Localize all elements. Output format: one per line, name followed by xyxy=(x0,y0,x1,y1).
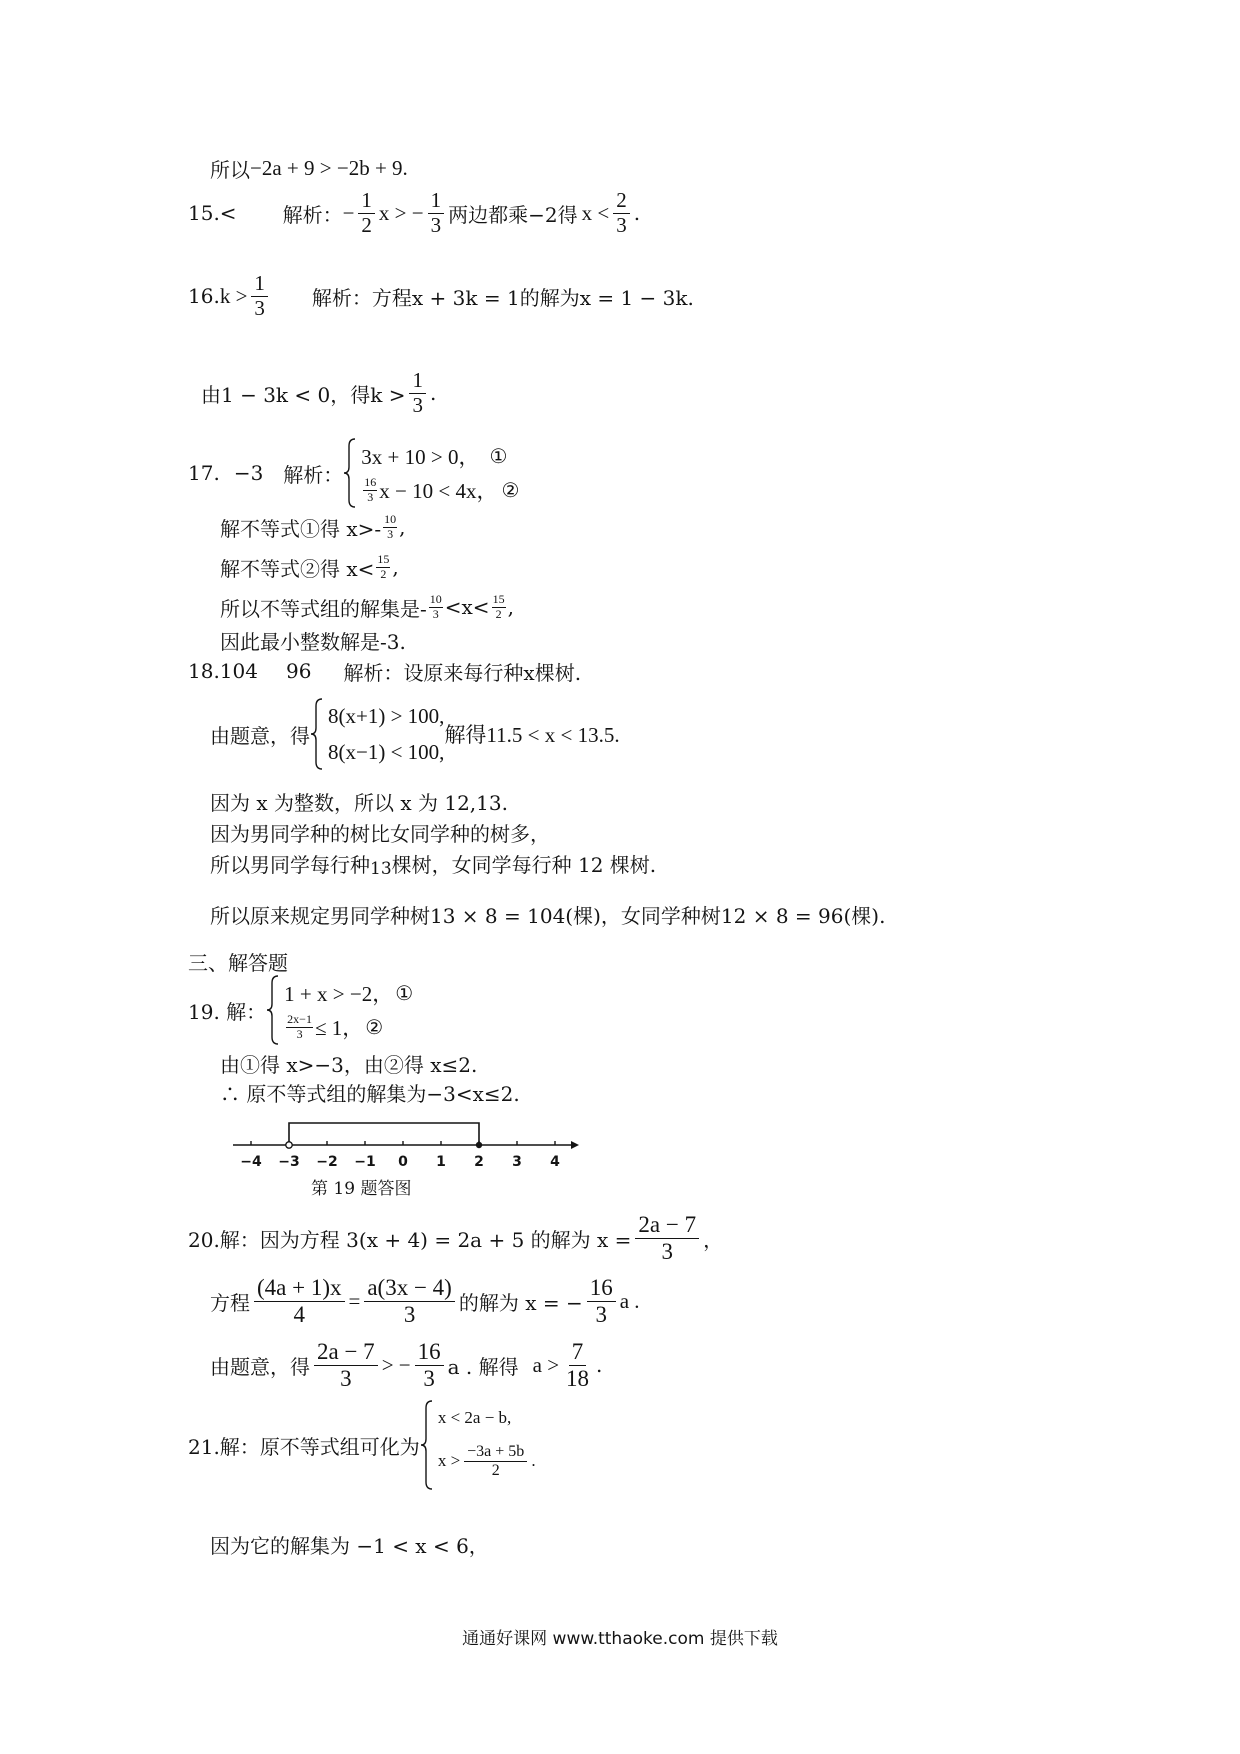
q20-line-2-fraction-1 xyxy=(254,1275,345,1328)
q16-fraction-2 xyxy=(409,369,426,417)
q15-end: . xyxy=(633,201,641,225)
q20-line-1-fraction-num: 2a − 7 xyxy=(635,1212,699,1239)
left-brace-icon xyxy=(343,438,357,508)
q18-system-row-2 xyxy=(328,734,444,770)
left-brace-icon xyxy=(310,698,324,770)
q18-label: 解析： xyxy=(343,660,404,685)
q20-line-2-mid: 的解为 x = − xyxy=(458,1290,583,1315)
q19-step-2-text: ∴ 原不等式组的解集为−3<x≤2. xyxy=(220,1081,520,1106)
q20-line-3 xyxy=(210,1330,602,1400)
tick-label: 0 xyxy=(398,1154,408,1170)
q17-step-1-fraction-den: 3 xyxy=(387,526,394,541)
q21-system-rows xyxy=(438,1402,536,1488)
tick-label: −3 xyxy=(278,1154,300,1170)
q19-number: 19. 解： xyxy=(188,999,267,1024)
q21-row-2-fraction-num: −3a + 5b xyxy=(464,1443,527,1462)
q16-label: 解析： xyxy=(311,285,372,310)
q15-fraction-2-num: 1 xyxy=(428,189,445,214)
q16-number: 16. xyxy=(188,284,220,308)
q15-line xyxy=(188,183,640,243)
q17-step-2-fraction xyxy=(376,553,390,581)
q19-inequality-system xyxy=(266,975,413,1045)
q19-system-row-2 xyxy=(284,1010,413,1044)
left-brace-icon xyxy=(420,1400,434,1490)
tick-label: −1 xyxy=(354,1154,376,1170)
tick-label: −2 xyxy=(316,1154,338,1170)
q20-line-3-fraction-1-den: 3 xyxy=(340,1365,352,1391)
q17-row-2-fraction-num: 16 xyxy=(364,475,377,490)
q17-step-3-fraction-2-num: 15 xyxy=(492,592,505,607)
q17-step-1-post: , xyxy=(399,515,406,539)
q15-lt: x < xyxy=(581,200,610,225)
q17-step-4-text: 因此最小整数解是-3. xyxy=(220,629,406,654)
q15-neg: − xyxy=(342,200,355,225)
q21-inequality-system xyxy=(420,1400,536,1490)
q17-step-3-mid: <x< xyxy=(444,595,490,619)
q17-step-3-fraction-2-den: 2 xyxy=(495,606,502,621)
q20-line-2-fraction-3-den: 3 xyxy=(595,1301,607,1327)
q15-label: 解析： xyxy=(282,202,343,227)
number-line-marks xyxy=(240,1123,560,1170)
left-brace-icon xyxy=(266,975,280,1045)
q20-line-3-fraction-2 xyxy=(415,1339,444,1392)
prev-conclusion-text: 所以 xyxy=(210,157,250,182)
q16-fraction-2-den: 3 xyxy=(412,392,423,417)
q21-row-2-pre: x > xyxy=(437,1451,461,1470)
q17-system-rows xyxy=(361,439,519,507)
q18-intro: 设原来每行种x棵树. xyxy=(403,660,582,685)
q17-step-1-pre: 解不等式①得 x>- xyxy=(220,516,382,541)
q15-fraction-1-num: 1 xyxy=(358,189,375,214)
q20-line-2-fraction-1-num: (4a + 1)x xyxy=(254,1275,345,1302)
q16-answer: k > xyxy=(219,283,248,308)
page-footer xyxy=(0,1622,1240,1650)
q20-line-3-fraction-1-num: 2a − 7 xyxy=(314,1339,378,1366)
q15-mid: x > − xyxy=(378,200,424,225)
q17-step-2 xyxy=(220,547,399,587)
q19-step-1-text: 由①得 x>−3，由②得 x≤2. xyxy=(220,1052,478,1077)
q17-answer: −3 xyxy=(233,461,264,485)
q20-line-3-mid: a . 解得 xyxy=(447,1354,519,1379)
q20-line-3-rel-2: a > xyxy=(532,1352,560,1377)
q19-system-rows xyxy=(284,976,413,1044)
q17-step-1-fraction-num: 10 xyxy=(384,512,397,527)
q17-row-1-mark: ① xyxy=(489,444,508,468)
q18-row-1-expr: 8(x+1) > 100, xyxy=(328,703,445,728)
q20-line-2-post: a . xyxy=(619,1288,640,1313)
q17-row-2-expr: x − 10 < 4x， xyxy=(379,479,498,503)
q17-step-3-post: , xyxy=(507,595,514,619)
q20-line-3-fraction-2-num: 16 xyxy=(415,1339,444,1366)
q20-line-1-pre: 因为方程 3(x + 4) = 2a + 5 的解为 x = xyxy=(259,1227,632,1252)
q19-row-2-fraction-num: 2x−1 xyxy=(287,1012,312,1027)
q20-line-2-eq: = xyxy=(348,1288,361,1313)
tick-label: 3 xyxy=(512,1154,522,1170)
q18-line-2-text: 因为男同学种的树比女同学种的树多， xyxy=(210,821,550,846)
q21-next-line xyxy=(210,1524,489,1564)
q18-given: 由题意，得 xyxy=(210,723,310,748)
q16-text: 方程x + 3k = 1的解为x = 1 − 3k. xyxy=(371,285,694,310)
q17-row-2-fraction xyxy=(363,476,377,504)
q21-system-row-2 xyxy=(438,1434,536,1488)
q16-fraction-2-num: 1 xyxy=(409,369,426,394)
q20-line-3-fraction-2-den: 3 xyxy=(423,1365,435,1391)
q18-line xyxy=(188,651,581,691)
q15-fraction-1 xyxy=(358,189,375,237)
q17-step-2-pre: 解不等式②得 x< xyxy=(220,556,375,581)
solution-interval-bracket xyxy=(289,1123,479,1145)
q17-step-3-fraction-1-den: 3 xyxy=(432,606,439,621)
q17-step-2-fraction-den: 2 xyxy=(380,566,387,581)
q20-line-3-fraction-3 xyxy=(563,1339,592,1392)
q20-line-2 xyxy=(210,1266,640,1336)
q16-step: 由1 − 3k < 0，得k > xyxy=(201,382,406,407)
q20-line-1-fraction xyxy=(635,1212,699,1265)
q17-step-3-fraction-1 xyxy=(429,593,443,621)
q20-line-2-fraction-3 xyxy=(587,1275,616,1328)
q16-fraction-1-num: 1 xyxy=(251,272,268,297)
prev-conclusion-line xyxy=(210,148,408,188)
q18-line-1-text: 因为 x 为整数，所以 x 为 12,13. xyxy=(210,790,508,815)
q19-row-2-fraction xyxy=(286,1013,313,1041)
q16-line xyxy=(188,266,694,326)
q20-line-3-post: . xyxy=(596,1353,603,1377)
q20-line-1 xyxy=(188,1203,723,1273)
q16-fraction-1-den: 3 xyxy=(254,295,265,320)
q20-line-1-post: ， xyxy=(703,1227,724,1252)
q20-line-2-fraction-2-den: 3 xyxy=(403,1301,416,1327)
footer-text: 通通好课网 www.tthaoke.com 提供下载 xyxy=(462,1628,778,1649)
q15-fraction-3 xyxy=(613,189,630,237)
q17-step-2-fraction-num: 15 xyxy=(377,552,390,567)
q15-fraction-3-den: 3 xyxy=(616,212,627,237)
q20-line-1-fraction-den: 3 xyxy=(661,1238,673,1264)
q20-line-2-fraction-3-num: 16 xyxy=(587,1275,616,1302)
q18-line-3 xyxy=(210,843,656,883)
q19-row-2-fraction-den: 3 xyxy=(296,1026,303,1041)
q19-line xyxy=(188,970,413,1050)
q19-row-1-expr: 1 + x > −2， xyxy=(284,982,394,1006)
q17-step-1-fraction xyxy=(383,513,397,541)
q21-row-1-expr: x < 2a − b, xyxy=(437,1408,512,1427)
q17-step-3-fraction-2 xyxy=(492,593,506,621)
number-line-figure xyxy=(225,1110,585,1176)
prev-conclusion-math: −2a + 9 > −2b + 9. xyxy=(250,155,408,180)
q17-inequality-system xyxy=(343,438,519,508)
q20-line-2-fraction-2-num: a(3x − 4) xyxy=(364,1275,455,1302)
q20-line-3-pre: 由题意，得 xyxy=(210,1354,310,1379)
section-3-title: 三、解答题 xyxy=(188,950,288,975)
q19-row-2-expr: ≤ 1， xyxy=(314,1016,364,1040)
q21-next-text: 因为它的解集为 −1 < x < 6， xyxy=(210,1533,489,1558)
q17-label: 解析： xyxy=(283,462,344,487)
q15-fraction-3-num: 2 xyxy=(613,189,630,214)
open-endpoint xyxy=(286,1142,292,1148)
closed-endpoint xyxy=(476,1142,482,1148)
q17-row-2-fraction-den: 3 xyxy=(367,489,374,504)
q17-system-row-2 xyxy=(361,473,519,507)
tick-label: −4 xyxy=(240,1154,262,1170)
q20-line-3-fraction-3-num: 7 xyxy=(569,1339,587,1366)
q21-number: 21.解： xyxy=(188,1434,260,1459)
q17-row-2-mark: ② xyxy=(501,478,520,502)
q18-system-row-1 xyxy=(328,698,444,734)
q19-system-row-1 xyxy=(284,976,413,1010)
q18-answer-2: 96 xyxy=(285,659,312,683)
q20-line-3-fraction-3-den: 18 xyxy=(566,1365,590,1391)
q17-system-row-1 xyxy=(361,439,519,473)
figure-caption xyxy=(311,1174,411,1198)
q20-line-2-pre: 方程 xyxy=(210,1290,250,1315)
q21-row-2-post: . xyxy=(531,1451,536,1470)
q21-system-row-1 xyxy=(438,1402,536,1434)
q15-fraction-1-den: 2 xyxy=(361,212,372,237)
q18-line-3-pre: 所以男同学每行种 xyxy=(210,852,370,877)
q15-number: 15.< xyxy=(188,201,237,225)
q20-line-2-fraction-1-den: 4 xyxy=(293,1301,305,1327)
arrow-right-icon xyxy=(571,1141,579,1149)
q21-line xyxy=(188,1395,536,1495)
q17-step-1 xyxy=(220,507,406,547)
q18-line-3-sub: 13 xyxy=(370,859,392,879)
q15-text: 两边都乘−2得 xyxy=(448,202,578,227)
q21-row-2-fraction xyxy=(464,1443,527,1480)
q18-number: 18.104 xyxy=(188,659,258,683)
q19-row-2-mark: ② xyxy=(365,1015,384,1039)
q16-step-line xyxy=(201,363,436,423)
q18-solve: 解得11.5 < x < 13.5. xyxy=(444,723,620,747)
q19-step-2 xyxy=(220,1072,520,1112)
q15-fraction-2 xyxy=(428,189,445,237)
q21-pre: 原不等式组可化为 xyxy=(259,1434,420,1459)
q17-line xyxy=(188,433,519,513)
q17-row-1-expr: 3x + 10 > 0， xyxy=(361,445,480,469)
q20-number: 20.解： xyxy=(188,1227,260,1252)
q19-row-1-mark: ① xyxy=(395,981,414,1005)
q17-step-3-pre: 所以不等式组的解集是- xyxy=(220,596,427,621)
q20-line-3-fraction-1 xyxy=(314,1339,378,1392)
q18-line-4 xyxy=(210,894,885,934)
q16-fraction-1 xyxy=(251,272,268,320)
q18-system-line xyxy=(210,694,620,774)
q17-step-2-post: , xyxy=(392,555,399,579)
q20-line-2-fraction-2 xyxy=(364,1275,455,1328)
q15-fraction-2-den: 3 xyxy=(430,212,442,237)
q20-line-3-rel: > − xyxy=(381,1352,411,1377)
q18-inequality-system xyxy=(310,698,444,770)
tick-label: 2 xyxy=(474,1154,484,1170)
q18-line-3-post: 棵树，女同学每行种 12 棵树. xyxy=(391,852,657,877)
q16-end: . xyxy=(429,381,437,405)
tick-label: 4 xyxy=(550,1154,560,1170)
q17-number: 17. xyxy=(188,461,220,485)
q21-row-2-fraction-den: 2 xyxy=(491,1461,500,1479)
q18-line-4-text: 所以原来规定男同学种树13 × 8 = 104(棵)，女同学种树12 × 8 = 96(棵). xyxy=(210,903,886,928)
q17-step-3-fraction-1-num: 10 xyxy=(429,592,442,607)
q18-row-2-expr: 8(x−1) < 100, xyxy=(328,739,445,764)
figure-caption-text: 第 19 题答图 xyxy=(311,1178,412,1199)
tick-label: 1 xyxy=(436,1154,446,1170)
q18-system-rows xyxy=(328,698,444,770)
